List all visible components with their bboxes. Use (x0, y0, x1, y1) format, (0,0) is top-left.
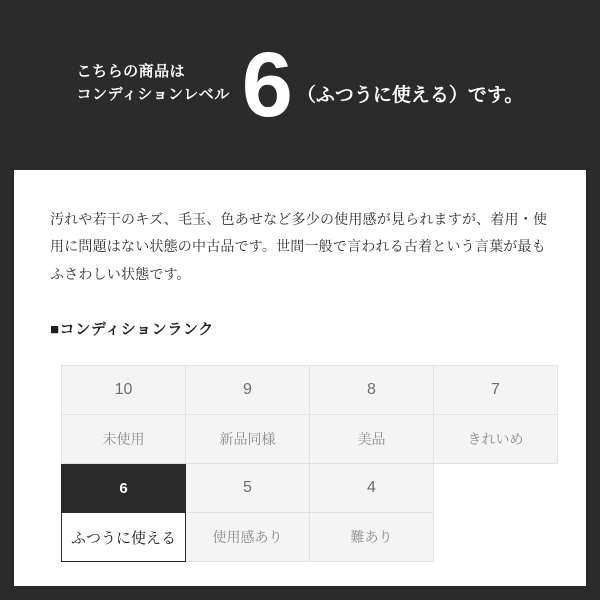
condition-level-number: 6 (241, 33, 291, 136)
rank-label-cell: 難あり (310, 513, 434, 562)
rank-label-cell: 使用感あり (186, 513, 310, 562)
header-lead-line2: コンディションレベル (76, 86, 230, 103)
rank-label-cell-selected: ふつうに使える (62, 513, 186, 562)
table-row (62, 415, 558, 464)
table-row (62, 464, 558, 513)
condition-rank-table (61, 365, 558, 562)
rank-number-cell-selected: 6 (62, 464, 186, 513)
header-tail-text: （ふつうに使える）です。 (296, 84, 524, 106)
rank-label-cell: きれいめ (434, 415, 558, 464)
rank-number-cell: 5 (186, 464, 310, 513)
rank-number-cell: 8 (310, 366, 434, 415)
header-lead-line1: こちらの商品は (76, 62, 186, 80)
rank-label-cell: 美品 (310, 415, 434, 464)
rank-empty-cell (434, 513, 558, 562)
rank-number-cell: 9 (186, 366, 310, 415)
rank-section-title: ■コンディションランク (50, 321, 214, 338)
rank-number-cell: 7 (434, 366, 558, 415)
rank-empty-cell (434, 464, 558, 513)
header-banner (0, 0, 600, 166)
header-content (76, 33, 524, 136)
rank-label-cell: 未使用 (62, 415, 186, 464)
header-lead-text (77, 60, 230, 107)
table-row (62, 513, 558, 562)
table-row (62, 366, 558, 415)
rank-number-cell: 4 (310, 464, 434, 513)
rank-number-cell: 10 (62, 366, 186, 415)
condition-description: 汚れや若干のキズ、毛玉、色あせなど多少の使用感が見られますが、着用・使用に問題はない状態の中古品です。世間一般で言われる古着という言葉が最もふさわしい状態です。 (50, 211, 548, 282)
rank-label-cell: 新品同様 (186, 415, 310, 464)
body-card (14, 170, 586, 586)
